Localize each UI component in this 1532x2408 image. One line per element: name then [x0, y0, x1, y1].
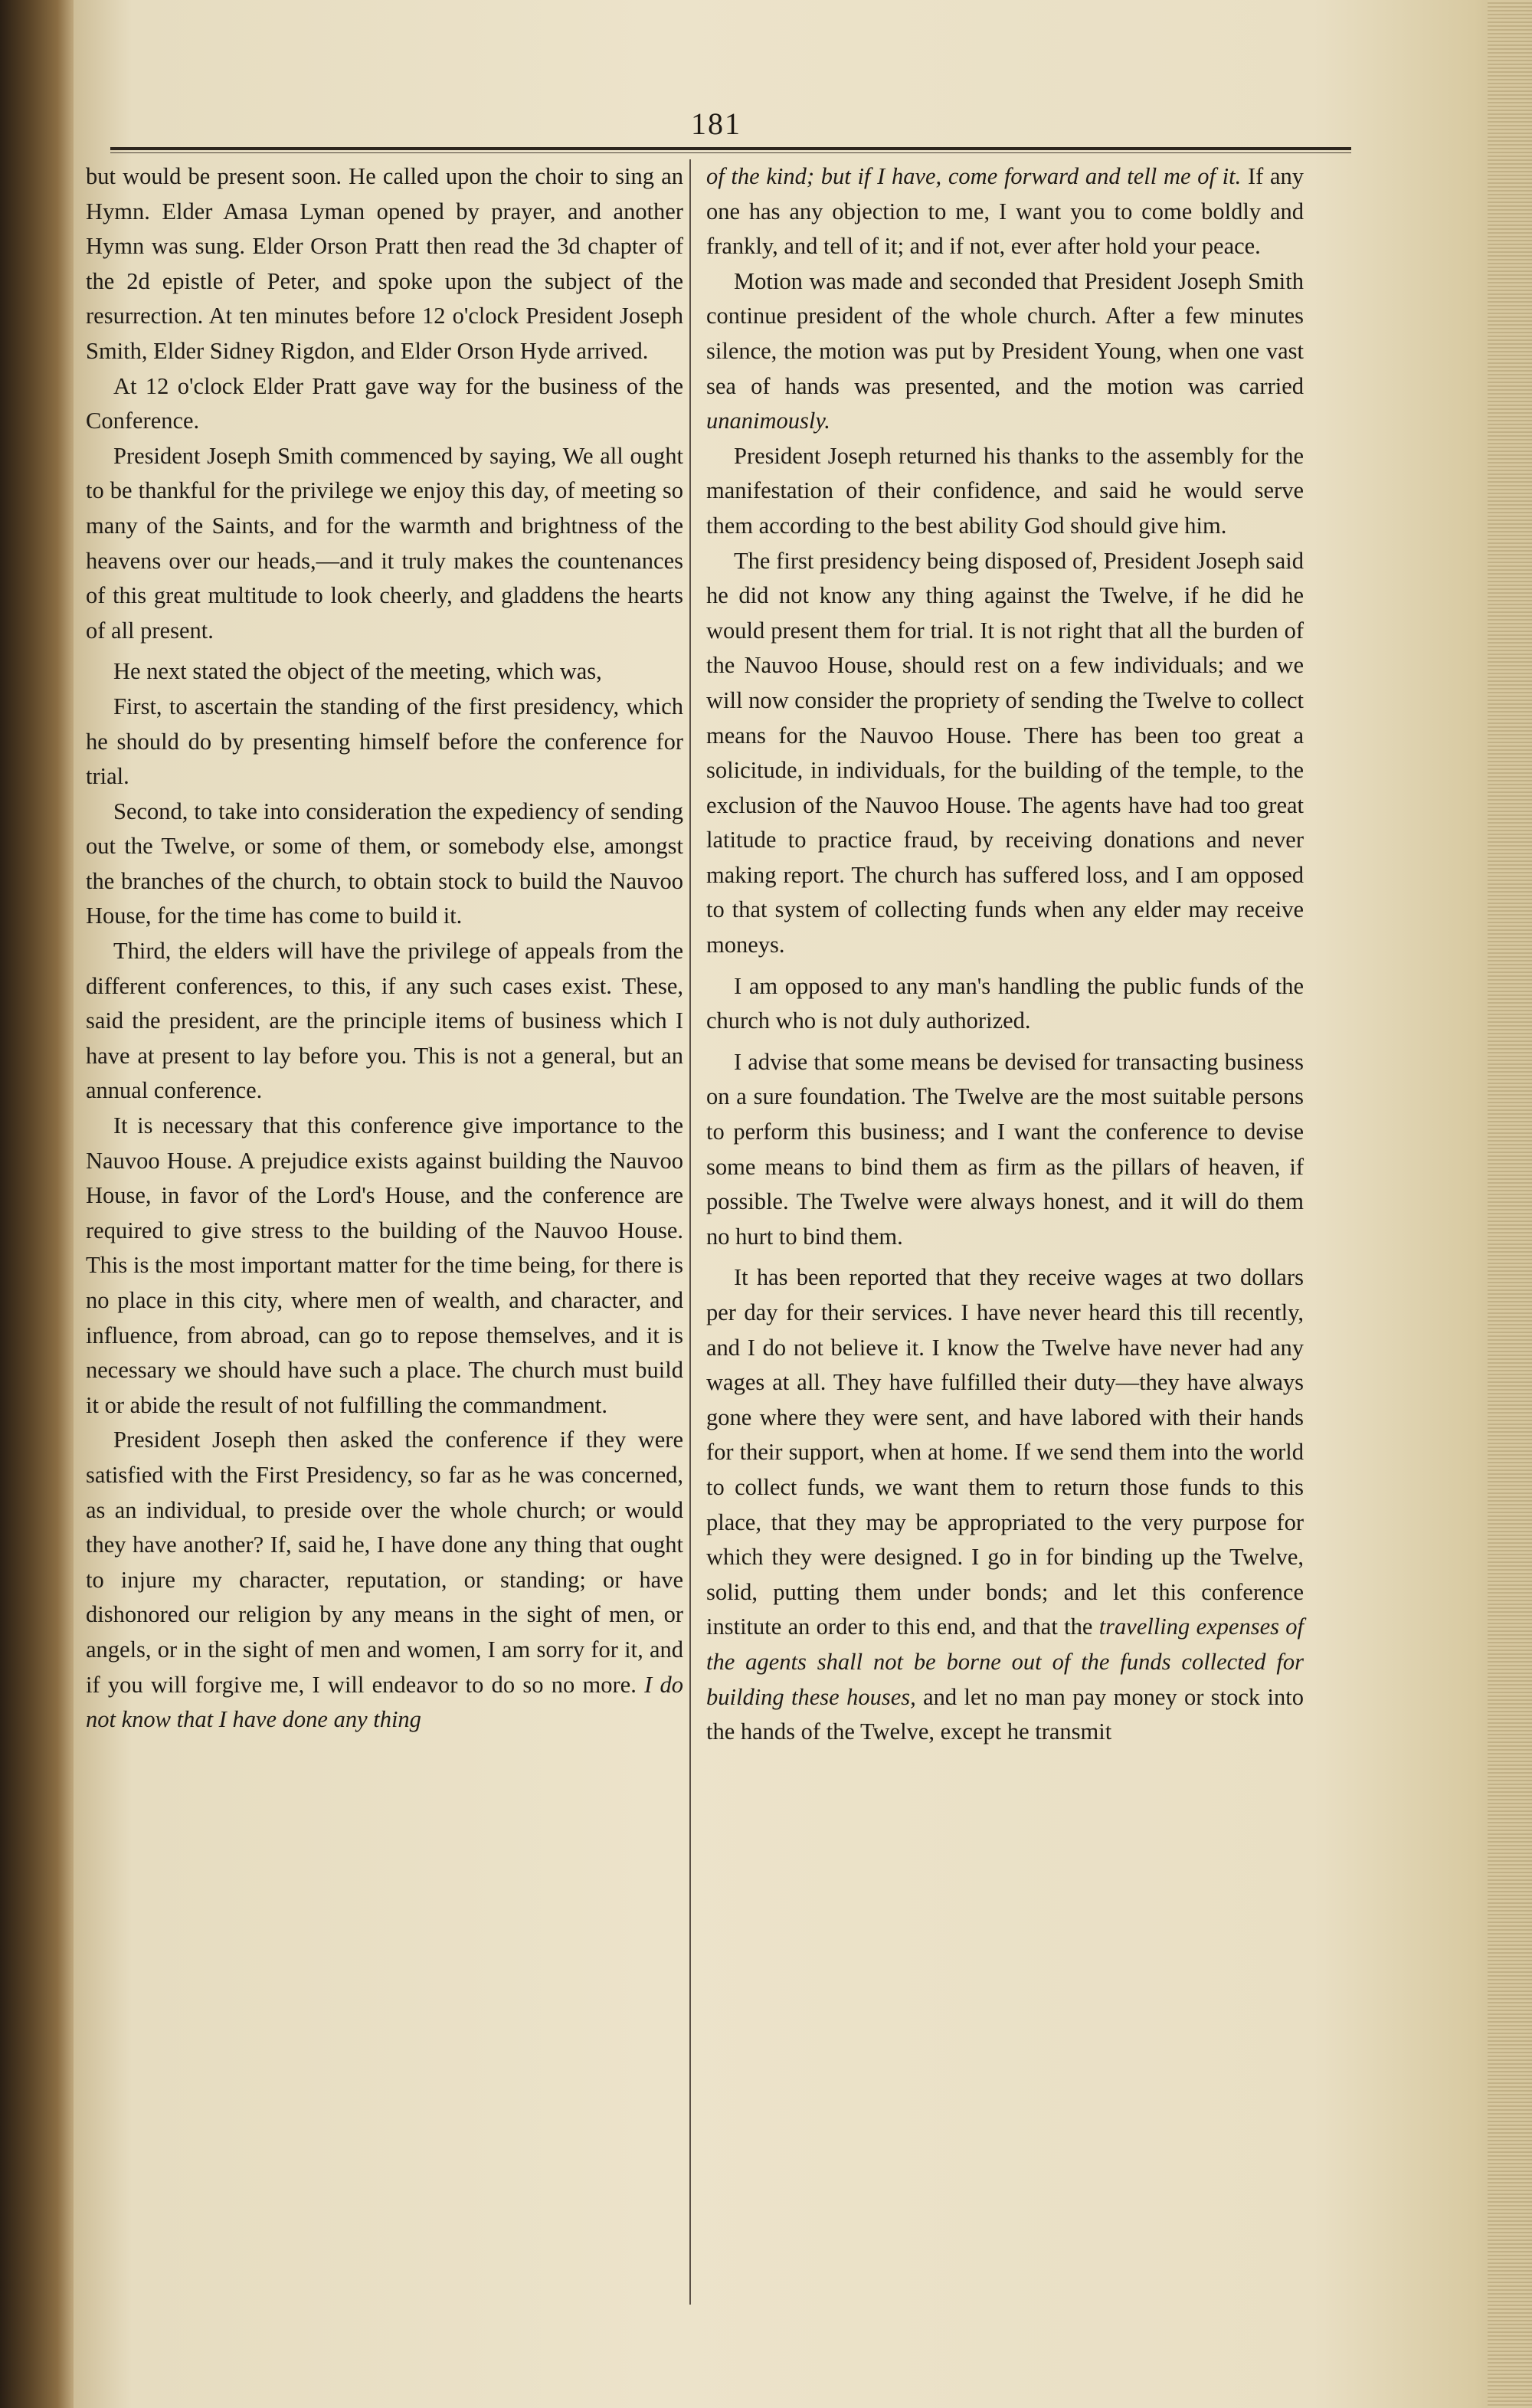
italic-text: of the kind; but if I have, come forward and tell me of it. — [706, 163, 1242, 189]
paragraph: Second, to take into consideration the expediency of sending out the Twelve, or some of them, or somebody else, amongst the branches of the church, to obtain stock to build the Nauvoo House, for the time has come to build it. — [86, 798, 683, 929]
page-number: 181 — [691, 106, 741, 141]
paragraph-continued — [706, 159, 1304, 264]
italic-text: travelling expenses of the agents shall not be borne out of the funds collected for building these houses, — [706, 1614, 1304, 1710]
paragraph-text: and let no man pay money or stock into the hands of the Twelve, except he transmit — [706, 1683, 1304, 1745]
paragraph: I advise that some means be devised for transacting business on a sure foundation. The Twelve are the most suitable persons to perform this business; and I want the conference to devise some means to bind them as firm as the pillars of heaven, if possible. The Twelve were always honest, and it will do them no hurt to bind them. — [706, 1048, 1304, 1250]
paragraph-text: It has been reported that they receive wages at two dollars per day for their services. I have never heard this till recently, and I do not believe it. I know the Twelve have never had any wages at all. They have fulfilled their duty—they have always gone where they were sent, and have labored with their hands for their support, when at home. If we send them into the world to collect funds, we want them to return those funds to this place, that they may be appropriated to the very purpose for which they were designed. I go in for binding up the Twelve, solid, putting them under bonds; and let this conference institute an order to this end, and that the — [706, 1264, 1304, 1640]
paragraph: First, to ascertain the standing of the first presidency, which he should do by presenting himself before the conference for trial. — [86, 693, 683, 790]
page-edges — [1488, 0, 1532, 2408]
book-spine — [0, 0, 77, 2408]
header-rule-thin — [110, 152, 1351, 153]
paragraph-text: President Joseph then asked the conference if they were satisfied with the First Presidency, so far as he was concerned, as an individual, to preside over the whole church; or would they have another? If, said he, I have done any thing that ought to injure my character, reputation, or standing; or have dishonored our religion by any means in the sight of men, or angels, or in the sight of men and women, I am sorry for it, and if you will forgive me, I will endeavor to do so no more. — [86, 1427, 683, 1698]
paragraph: President Joseph Smith commenced by saying, We all ought to be thankful for the privilege we enjoy this day, of meeting so many of the Saints, and for the warmth and brightness of the heavens over our heads,—and it truly makes the countenances of this great multitude to look cheerly, and gladdens the hearts of all present. — [86, 442, 683, 644]
italic-text: unanimously. — [706, 408, 830, 434]
paragraph-wages — [706, 1260, 1304, 1749]
right-column — [706, 159, 1304, 1750]
left-column — [86, 159, 683, 1738]
paragraph-text: If any one has any objection to me, I want you to come boldly and frankly, and tell of it; and if not, ever after hold your peace. — [706, 163, 1304, 260]
paragraph-with-italic-end — [86, 1423, 683, 1737]
paragraph: He next stated the object of the meeting, which was, — [113, 658, 602, 685]
paragraph: It is necessary that this conference give importance to the Nauvoo House. A prejudice exists against building the Nauvoo House, in favor of the Lord's House, and the conference are required to give stress to the building of the Nauvoo House. This is the most important matter for the time being, for there is no place in this city, where men of wealth, and character, and influence, from abroad, can go to repose themselves, and it is necessary we should have such a place. The church must build it or abide the result of not fulfilling the commandment. — [86, 1112, 683, 1418]
paragraph-motion — [706, 264, 1304, 439]
paragraph: President Joseph returned his thanks to the assembly for the manifestation of their confidence, and said he would serve them according to the best ability God should give him. — [706, 442, 1304, 539]
paragraph: I am opposed to any man's handling the public funds of the church who is not duly authorized. — [706, 972, 1304, 1034]
paragraph: Third, the elders will have the privilege of appeals from the different conferences, to this, if any such cases exist. These, said the president, are the principle items of business which I have at present to lay before you. This is not a general, but an annual conference. — [86, 938, 683, 1104]
header-rule — [110, 147, 1351, 150]
paragraph: but would be present soon. He called upon the choir to sing an Hymn. Elder Amasa Lyman opened by prayer, and another Hymn was sung. Elder Orson Pratt then read the 3d chapter of the 2d epistle of Peter, and spoke upon the subject of the resurrection. At ten minutes before 12 o'clock President Joseph Smith, Elder Sidney Rigdon, and Elder Orson Hyde arrived. — [86, 163, 683, 364]
italic-text: I do not know that I have done any thing — [86, 1671, 684, 1733]
column-divider — [689, 159, 691, 2305]
paragraph: At 12 o'clock Elder Pratt gave way for the business of the Conference. — [86, 372, 683, 434]
paragraph-text: Motion was made and seconded that President Joseph Smith continue president of the whole church. After a few minutes silence, the motion was put by President Young, when one vast sea of hands was presented, and the motion was carried — [706, 267, 1304, 399]
paragraph: The first presidency being disposed of, President Joseph said he did not know any thing against the Twelve, if he did he would present them for trial. It is not right that all the burden of the Nauvoo House, should rest on a few individuals; and we will now consider the propriety of sending the Twelve to collect means for the Nauvoo House. There has been too great a solicitude, in individuals, for the building of the temple, to the exclusion of the Nauvoo House. The agents have had too great latitude to practice fraud, by receiving donations and never making report. The church has suffered loss, and I am opposed to that system of collecting funds when any elder may receive moneys. — [706, 547, 1304, 958]
